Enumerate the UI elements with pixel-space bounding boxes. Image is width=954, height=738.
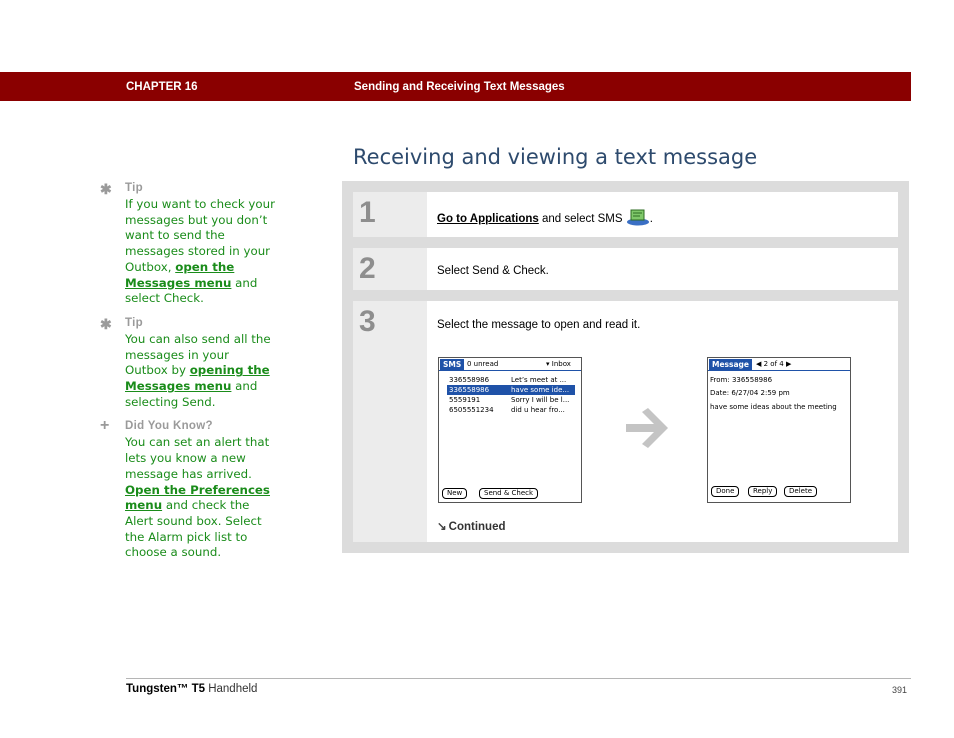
asterisk-icon: ✱: [100, 315, 112, 332]
sms-inbox-screenshot: [438, 357, 582, 503]
step-number-column: [353, 248, 427, 290]
product-name: Tungsten™ T5: [126, 683, 206, 695]
continued-label: [437, 519, 506, 533]
chapter-label: CHAPTER 16: [126, 81, 198, 93]
tip-text-part: If you want to check your messages but you don’t want to send the messages stored in your Outbox,: [125, 197, 275, 274]
open-preferences-menu-link[interactable]: Open the Preferences menu: [125, 482, 270, 513]
step-1-instruction: and select SMS: [538, 213, 626, 225]
done-button: Done: [711, 486, 739, 497]
right-arrow-icon: [624, 408, 670, 448]
sidebar: [100, 182, 275, 571]
row-preview: have some ide...: [511, 386, 570, 394]
step-2: [353, 248, 898, 290]
sms-app-icon: [626, 208, 650, 229]
tip-heading: Tip: [125, 316, 143, 329]
continued-arrow-icon: ↘: [437, 521, 447, 533]
tip-text: [125, 332, 275, 411]
row-from: 336558986: [449, 376, 490, 384]
page-title: Receiving and viewing a text message: [353, 145, 758, 169]
message-title-tab: Message: [709, 359, 752, 370]
message-pager: ◀ 2 of 4 ▶: [756, 360, 792, 368]
reply-button: Reply: [748, 486, 777, 497]
go-to-applications-link[interactable]: Go to Applications: [437, 213, 539, 225]
tip-text-part: and selecting Send.: [125, 379, 258, 409]
row-preview: did u hear fro...: [511, 406, 565, 414]
footer-divider: [126, 678, 911, 679]
category-picker: ▾ Inbox: [546, 360, 571, 368]
chapter-header-bar: [0, 72, 911, 101]
list-item-selected: [447, 385, 575, 395]
step-1-tail: .: [649, 213, 653, 225]
section-title: Sending and Receiving Text Messages: [354, 81, 565, 93]
pager-value: 2 of 4: [763, 360, 784, 368]
step-number: 2: [359, 252, 376, 285]
step-2-text: Select Send & Check.: [437, 265, 549, 277]
tip-block-2: [100, 317, 275, 411]
step-3-text: Select the message to open and read it.: [437, 319, 641, 331]
unread-count: 0 unread: [467, 360, 499, 368]
list-item: [447, 395, 575, 405]
date-label: Date:: [710, 389, 730, 397]
tip-block-1: [100, 182, 275, 307]
row-from: 6505551234: [449, 406, 494, 414]
row-from: 336558986: [449, 386, 490, 394]
tip-text: [125, 197, 275, 307]
sms-title-tab: SMS: [440, 359, 464, 370]
did-you-know-text: [125, 435, 275, 561]
step-number-column: [353, 301, 427, 542]
row-from: 5559191: [449, 396, 481, 404]
delete-button: Delete: [784, 486, 817, 497]
from-label: From:: [710, 376, 730, 384]
send-check-button: Send & Check: [479, 488, 538, 499]
tip-heading: Tip: [125, 182, 143, 194]
step-1: [353, 192, 898, 237]
new-button: New: [442, 488, 467, 499]
row-preview: Sorry I will be l...: [511, 396, 570, 404]
did-you-know-heading: Did You Know?: [125, 420, 213, 433]
step-number: 1: [359, 196, 376, 229]
category-value: Inbox: [551, 360, 571, 368]
list-item: [447, 375, 575, 385]
open-messages-menu-link[interactable]: open the Messages menu: [125, 259, 235, 290]
tip-text-part: and select Check.: [125, 275, 258, 306]
asterisk-icon: ✱: [100, 181, 112, 197]
date-line: [710, 389, 790, 397]
did-you-know-block: [100, 417, 275, 561]
row-preview: Let’s meet at ...: [511, 376, 567, 384]
plus-icon: +: [100, 417, 110, 435]
step-number-column: [353, 192, 427, 237]
step-number: 3: [359, 305, 376, 338]
product-suffix: Handheld: [205, 683, 258, 695]
tip-text-part: You can also send all the messages in your Outbox by: [125, 331, 271, 378]
step-1-text: [437, 208, 653, 229]
dyk-text-part: You can set an alert that lets you know a new message has arrived.: [125, 435, 270, 481]
dyk-text-part: and check the Alert sound box. Select the Alarm pick list to choose a sound.: [125, 498, 262, 560]
title-underline: [439, 370, 581, 371]
from-line: [710, 376, 772, 384]
message-body: have some ideas about the meeting: [710, 403, 837, 411]
page-number: 391: [892, 685, 908, 695]
opening-messages-menu-link[interactable]: opening the Messages menu: [125, 363, 270, 394]
footer-product: [126, 683, 257, 695]
message-view-screenshot: [707, 357, 851, 503]
from-value: 336558986: [731, 376, 773, 384]
title-underline: [708, 370, 850, 371]
continued-text: Continued: [448, 521, 506, 533]
date-value: 6/27/04 2:59 pm: [731, 389, 790, 397]
list-item: [447, 405, 575, 415]
